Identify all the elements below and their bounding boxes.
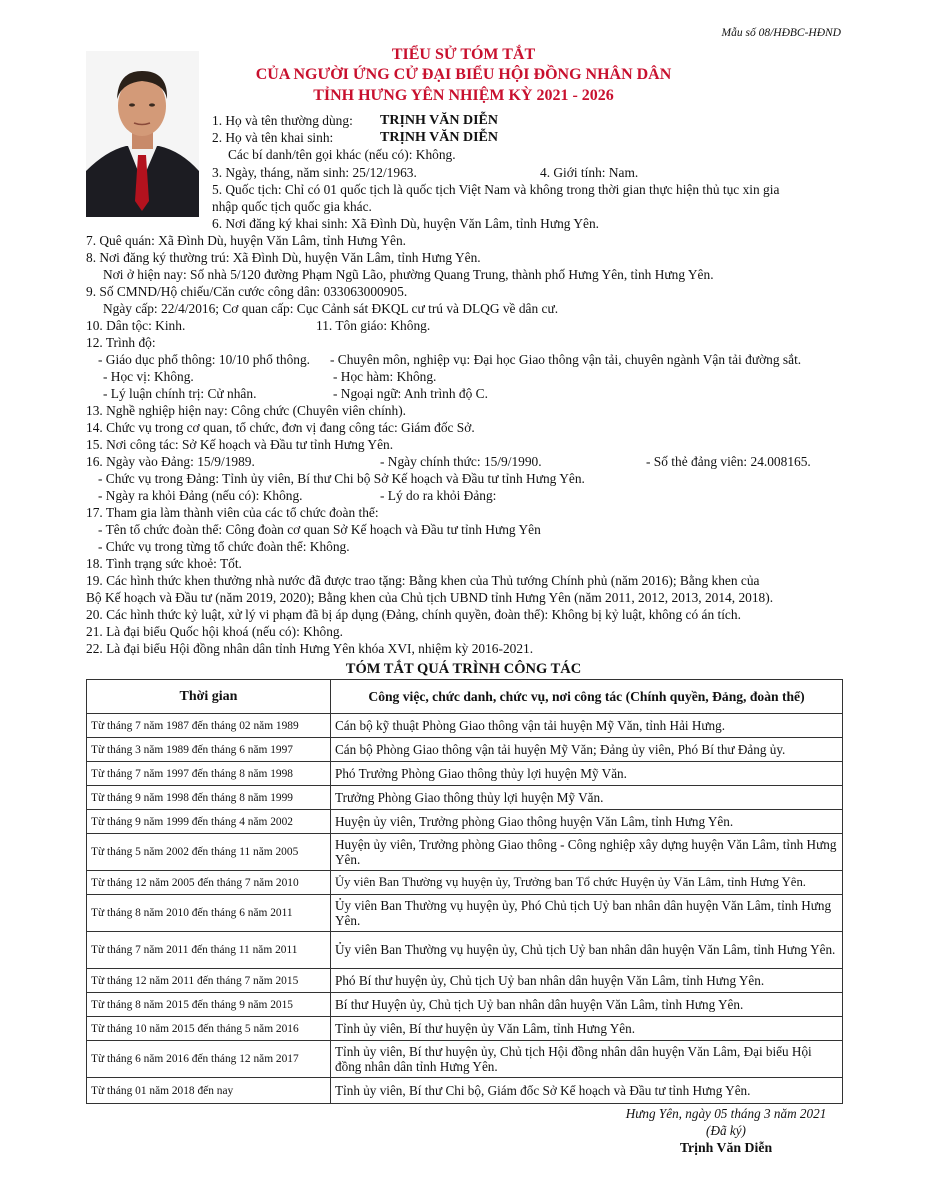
- field-party-leave: - Ngày ra khỏi Đảng (nếu có): Không.: [98, 488, 303, 503]
- table-row: [87, 1078, 843, 1104]
- row-work: Cán bộ Phòng Giao thông vận tải huyện Mỹ Văn; Đảng ủy viên, Phó Bí thư Đảng ủy.: [331, 738, 843, 762]
- row-time: Từ tháng 9 năm 1998 đến tháng 8 năm 1999: [87, 786, 331, 810]
- title-line-3: TỈNH HƯNG YÊN NHIỆM KỲ 2021 - 2026: [313, 87, 614, 104]
- row-time: Từ tháng 8 năm 2015 đến tháng 9 năm 2015: [87, 993, 331, 1017]
- field-organizations-heading: 17. Tham gia làm thành viên của các tổ chức đoàn thể:: [86, 505, 379, 520]
- table-row: [87, 969, 843, 993]
- row-time: Từ tháng 3 năm 1989 đến tháng 6 năm 1997: [87, 738, 331, 762]
- field-party-position: - Chức vụ trong Đảng: Tỉnh ủy viên, Bí thư Chi bộ Sở Kế hoạch và Đầu tư tỉnh Hưng Yên.: [98, 471, 585, 486]
- field-occupation: 13. Nghề nghiệp hiện nay: Công chức (Chuyên viên chính).: [86, 403, 407, 418]
- table-row: [87, 834, 843, 871]
- row-time: Từ tháng 7 năm 2011 đến tháng 11 năm 2011: [87, 932, 331, 969]
- field-dob: 3. Ngày, tháng, năm sinh: 25/12/1963.: [212, 165, 417, 180]
- field-position: 14. Chức vụ trong cơ quan, tổ chức, đơn vị đang công tác: Giám đốc Sở.: [86, 420, 475, 435]
- row-work: Trưởng Phòng Giao thông thủy lợi huyện Mỹ Văn.: [331, 786, 843, 810]
- field-org-name: - Tên tổ chức đoàn thể: Công đoàn cơ quan Sở Kế hoạch và Đầu tư tỉnh Hưng Yên: [98, 522, 541, 537]
- field-party-card: - Số thẻ đảng viên: 24.008165.: [646, 454, 811, 469]
- table-row: [87, 786, 843, 810]
- field-religion: 11. Tôn giáo: Không.: [316, 318, 431, 333]
- career-section-title: TÓM TẮT QUÁ TRÌNH CÔNG TÁC: [345, 661, 582, 677]
- row-work: Tỉnh ủy viên, Bí thư huyện ủy, Chủ tịch Hội đồng nhân dân huyện Văn Lâm, Đại biểu Hội đồng nhân dân tỉnh Hưng Yên.: [331, 1041, 843, 1078]
- field-health: 18. Tình trạng sức khoẻ: Tốt.: [86, 556, 242, 571]
- field-id-issue: Ngày cấp: 22/4/2016; Cơ quan cấp: Cục Cảnh sát ĐKQL cư trú và DLQG về dân cư.: [103, 301, 559, 316]
- row-work: Tỉnh ủy viên, Bí thư Chi bộ, Giám đốc Sở Kế hoạch và Đầu tư tỉnh Hưng Yên.: [331, 1078, 843, 1104]
- table-row: [87, 1017, 843, 1041]
- row-time: Từ tháng 10 năm 2015 đến tháng 5 năm 2016: [87, 1017, 331, 1041]
- signature-name: Trịnh Văn Diễn: [679, 1140, 773, 1155]
- field-party-join: 16. Ngày vào Đảng: 15/9/1989.: [86, 454, 255, 469]
- field-common-name-label: 1. Họ và tên thường dùng:: [212, 113, 353, 128]
- row-work: Phó Trưởng Phòng Giao thông thủy lợi huyện Mỹ Văn.: [331, 762, 843, 786]
- table-row: [87, 738, 843, 762]
- table-row: [87, 932, 843, 969]
- field-edu-language: - Ngoại ngữ: Anh trình độ C.: [333, 386, 488, 401]
- row-time: Từ tháng 8 năm 2010 đến tháng 6 năm 2011: [87, 895, 331, 932]
- row-time: Từ tháng 5 năm 2002 đến tháng 11 năm 2005: [87, 834, 331, 871]
- field-party-official: - Ngày chính thức: 15/9/1990.: [380, 454, 542, 469]
- field-education-heading: 12. Trình độ:: [86, 335, 156, 350]
- column-header-work: Công việc, chức danh, chức vụ, nơi công tác (Chính quyền, Đảng, đoàn thể): [331, 680, 843, 714]
- field-birth-name-label: 2. Họ và tên khai sinh:: [212, 130, 334, 145]
- title-line-2: CỦA NGƯỜI ỨNG CỬ ĐẠI BIỂU HỘI ĐỒNG NHÂN DÂN: [255, 66, 672, 83]
- field-discipline: 20. Các hình thức kỷ luật, xử lý vi phạm đã bị áp dụng (Đảng, chính quyền, đoàn thể): Không bị kỷ luật, không có án tích.: [86, 607, 741, 622]
- row-time: Từ tháng 01 năm 2018 đến nay: [87, 1078, 331, 1104]
- row-work: Ủy viên Ban Thường vụ huyện ủy, Phó Chủ tịch Uỷ ban nhân dân huyện Văn Lâm, tỉnh Hưng Yên.: [331, 895, 843, 932]
- field-id-number: 9. Số CMND/Hộ chiếu/Căn cước công dân: 033063000905.: [86, 284, 408, 299]
- field-edu-politics: - Lý luận chính trị: Cử nhân.: [103, 386, 257, 401]
- career-table-header: [87, 680, 843, 714]
- table-row: [87, 895, 843, 932]
- field-ethnicity: 10. Dân tộc: Kinh.: [86, 318, 186, 333]
- portrait-photo: [86, 51, 199, 217]
- row-work: Bí thư Huyện ủy, Chủ tịch Uỷ ban nhân dân huyện Văn Lâm, tỉnh Hưng Yên.: [331, 993, 843, 1017]
- field-birth-name-value: TRỊNH VĂN DIỄN: [380, 130, 498, 145]
- field-edu-title: - Học hàm: Không.: [333, 369, 437, 384]
- table-row: [87, 810, 843, 834]
- field-gender: 4. Giới tính: Nam.: [540, 165, 639, 180]
- signature-place-date: Hưng Yên, ngày 05 tháng 3 năm 2021: [625, 1106, 827, 1121]
- field-awards-line-1: 19. Các hình thức khen thưởng nhà nước đã được trao tặng: Bằng khen của Thủ tướng Chính phủ (năm 2016); Bằng khen của: [86, 573, 760, 588]
- field-edu-general: - Giáo dục phổ thông: 10/10 phổ thông.: [98, 352, 311, 367]
- field-nationality-line-2: nhập quốc tịch quốc gia khác.: [212, 199, 372, 214]
- field-council: 22. Là đại biểu Hội đồng nhân dân tỉnh Hưng Yên khóa XVI, nhiệm kỳ 2016-2021.: [86, 641, 534, 656]
- row-time: Từ tháng 9 năm 1999 đến tháng 4 năm 2002: [87, 810, 331, 834]
- field-nationality-line-1: 5. Quốc tịch: Chỉ có 01 quốc tịch là quốc tịch Việt Nam và không trong thời gian thực hiện thủ tục xin gia: [212, 182, 780, 197]
- row-work: Ủy viên Ban Thường vụ huyện ủy, Trưởng ban Tổ chức Huyện ủy Văn Lâm, tỉnh Hưng Yên.: [331, 871, 843, 895]
- row-work: Tỉnh ủy viên, Bí thư huyện ủy Văn Lâm, tỉnh Hưng Yên.: [331, 1017, 843, 1041]
- row-time: Từ tháng 12 năm 2005 đến tháng 7 năm 2010: [87, 871, 331, 895]
- row-time: Từ tháng 6 năm 2016 đến tháng 12 năm 2017: [87, 1041, 331, 1078]
- field-common-name-value: TRỊNH VĂN DIỄN: [380, 113, 498, 128]
- table-row: [87, 714, 843, 738]
- row-work: Huyện ủy viên, Trưởng phòng Giao thông huyện Văn Lâm, tỉnh Hưng Yên.: [331, 810, 843, 834]
- signature-signed: (Đã ký): [706, 1123, 746, 1138]
- row-work: Huyện ủy viên, Trưởng phòng Giao thông - Công nghiệp xây dựng huyện Văn Lâm, tỉnh Hưng Yên.: [331, 834, 843, 871]
- field-birthplace: 6. Nơi đăng ký khai sinh: Xã Đình Dù, huyện Văn Lâm, tỉnh Hưng Yên.: [212, 216, 599, 231]
- field-current-address: Nơi ở hiện nay: Số nhà 5/120 đường Phạm Ngũ Lão, phường Quang Trung, thành phố Hưng Yên, tỉnh Hưng Yên.: [103, 267, 714, 282]
- row-work: Ủy viên Ban Thường vụ huyện ủy, Chủ tịch Uỷ ban nhân dân huyện Văn Lâm, tỉnh Hưng Yên.: [331, 932, 843, 969]
- table-row: [87, 762, 843, 786]
- row-work: Cán bộ kỹ thuật Phòng Giao thông vận tải huyện Mỹ Văn, tỉnh Hải Hưng.: [331, 714, 843, 738]
- table-row: [87, 871, 843, 895]
- column-header-time: Thời gian: [87, 680, 331, 714]
- table-row: [87, 1041, 843, 1078]
- row-time: Từ tháng 7 năm 1987 đến tháng 02 năm 1989: [87, 714, 331, 738]
- field-org-position: - Chức vụ trong từng tổ chức đoàn thể: Không.: [98, 539, 350, 554]
- row-time: Từ tháng 12 năm 2011 đến tháng 7 năm 2015: [87, 969, 331, 993]
- table-row: [87, 993, 843, 1017]
- field-residence: 8. Nơi đăng ký thường trú: Xã Đình Dù, huyện Văn Lâm, tỉnh Hưng Yên.: [86, 250, 481, 265]
- title-line-1: TIỂU SỬ TÓM TẮT: [391, 46, 536, 63]
- field-party-leave-reason: - Lý do ra khỏi Đảng:: [380, 488, 497, 503]
- row-work: Phó Bí thư huyện ủy, Chủ tịch Uỷ ban nhân dân huyện Văn Lâm, tỉnh Hưng Yên.: [331, 969, 843, 993]
- field-awards-line-2: Bộ Kế hoạch và Đầu tư (năm 2019, 2020); Bằng khen của Chủ tịch UBND tỉnh Hưng Yên (năm 2011, 2012, 2013, 2014, 2018).: [86, 590, 774, 605]
- field-aliases: Các bí danh/tên gọi khác (nếu có): Không.: [228, 147, 456, 162]
- field-edu-major: - Chuyên môn, nghiệp vụ: Đại học Giao thông vận tải, chuyên ngành Vận tải đường sắt.: [330, 352, 802, 367]
- field-national-assembly: 21. Là đại biểu Quốc hội khoá (nếu có): Không.: [86, 624, 343, 639]
- form-number: Mẫu số 08/HĐBC-HĐND: [721, 27, 841, 39]
- field-workplace: 15. Nơi công tác: Sở Kế hoạch và Đầu tư tỉnh Hưng Yên.: [86, 437, 394, 452]
- row-time: Từ tháng 7 năm 1997 đến tháng 8 năm 1998: [87, 762, 331, 786]
- field-edu-degree: - Học vị: Không.: [103, 369, 194, 384]
- career-table: [86, 679, 843, 1104]
- field-hometown: 7. Quê quán: Xã Đình Dù, huyện Văn Lâm, tỉnh Hưng Yên.: [86, 233, 407, 248]
